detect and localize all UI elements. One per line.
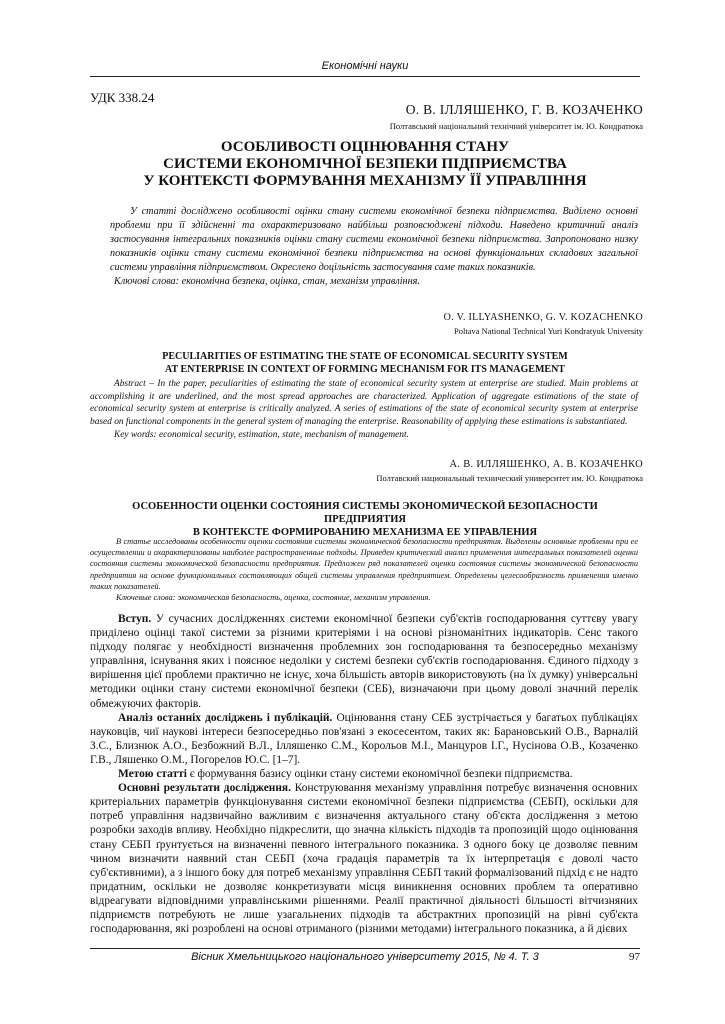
ua-title — [90, 139, 640, 190]
ua-affiliation: Полтавський національний технічний університет ім. Ю. Кондратюка — [389, 121, 643, 131]
intro-heading: Вступ. — [118, 613, 152, 625]
ru-keywords: Ключевые слова: экономическая безопасность, оценка, состояние, механизм управления. — [116, 593, 431, 603]
en-title — [90, 350, 640, 376]
ua-keywords: Ключові слова: економічна безпека, оцінка, стан, механізм управління. — [114, 276, 420, 287]
intro-paragraph — [90, 612, 638, 711]
ru-title-line: В КОНТЕКСТЕ ФОРМИРОВАНИЮ МЕХАНИЗМА ЕЕ УПРАВЛЕНИЯ — [192, 527, 538, 538]
literature-heading: Аналіз останніх досліджень і публікацій. — [118, 711, 333, 724]
en-abstract-text: Abstract – In the paper, peculiarities of estimating the state of economical security system at enterprise are studied. Main problems at accomplishing it are underlined, and the most spread approaches are characterized. Application of aggregate estimations of the state of economical security system at enterprise is critically analyzed. A series of estimations of the state of economical security system at enterprise based on functional components in the general system of managing the enterprise. Reasonability of applying these estimations is substantiated. — [90, 379, 638, 428]
en-title-line: AT ENTERPRISE IN CONTEXT OF FORMING MECHANISM FOR ITS MANAGEMENT — [165, 364, 565, 375]
ru-abstract — [90, 536, 638, 603]
en-affiliation: Poltava National Technical Yuri Kondratyuk University — [454, 326, 643, 336]
ua-abstract-text: У статті досліджено особливості оцінки стану системи економічної безпеки підприємства. Виділено основні проблеми при її здійсненні та охарактеризовано найбільш розповсюджені підходи. Наведено критичний аналіз застосування інтегральних показників оцінки стану системи економічної безпеки підприємства. Запропоновано низку показників оцінки стану системи економічної безпеки підприємства на основі функціональних складових загальної системи управління підприємством. Окреслено доцільність застосування саме таких показників. — [110, 206, 638, 273]
en-abstract — [90, 378, 638, 442]
ua-title-line: У КОНТЕКСТІ ФОРМУВАННЯ МЕХАНІЗМУ ЇЇ УПРАВЛІННЯ — [143, 173, 587, 189]
article-body — [90, 612, 638, 936]
intro-text: У сучасних дослідженнях системи економічної безпеки суб'єктів господарювання суттєву увагу приділено оцінці такої системи за різними критеріями і на основі різноманітних індикаторів. Сенс такого підходу полягає у необхідності визначення проблемних зон господарювання та безпосередньо механізму управління, існування яких і пояснює недоліки у системі безпеки суб'єктів господарювання. Єдиного підходу з вирішення цієї проблеми практично не існує, хоча більшість авторів використовують (на їх думку) універсальні методики оцінки стану системи економічної безпеки (СЕБ), визначаючи при цьому доволі значний перелік обмежуючих факторів. — [90, 613, 638, 710]
literature-text: Оцінювання стану СЕБ зустрічається у багатьох публікаціях науковців, чиї наукові інтереси безпосередньо пов'язані з екосесентом, таких як: Барановський О.В., Варналій З.С., Близнюк А.О., Безбожний В.Л., Ілляшенко С.М., Корольов М.І., Манцуров І.Г., Нусінова О.В., Козаченко Г.В., Ляшенко О.М., Погорелов Ю.С. [1–7]. — [90, 711, 638, 766]
aim-text: є формування базису оцінки стану системи економічної безпеки підприємства. — [186, 768, 573, 781]
ru-title — [90, 500, 640, 539]
ua-abstract — [110, 205, 638, 289]
literature-paragraph — [90, 711, 638, 767]
ru-authors: А. В. ИЛЛЯШЕНКО, А. В. КОЗАЧЕНКО — [449, 459, 643, 470]
results-paragraph — [90, 781, 638, 936]
udc-code: УДК 338.24 — [90, 90, 155, 105]
en-title-line: PECULIARITIES OF ESTIMATING THE STATE OF ECONOMICAL SECURITY SYSTEM — [162, 351, 568, 362]
header-rule — [90, 76, 640, 77]
results-heading: Основні результати дослідження. — [118, 782, 291, 795]
journal-footer: Вісник Хмельницького національного університету 2015, № 4. Т. 3 — [191, 951, 539, 963]
ua-title-line: ОСОБЛИВОСТІ ОЦІНЮВАННЯ СТАНУ — [220, 139, 510, 155]
running-head: Економічні науки — [321, 60, 409, 72]
footer-rule — [90, 948, 640, 949]
ua-authors: О. В. ІЛЛЯШЕНКО, Г. В. КОЗАЧЕНКО — [405, 102, 643, 117]
en-authors: O. V. ILLYASHENKO, G. V. KOZACHENKO — [443, 312, 643, 323]
ru-affiliation: Полтавский национальный технический университет им. Ю. Кондратюка — [376, 473, 643, 483]
ru-title-line: ОСОБЕННОСТИ ОЦЕНКИ СОСТОЯНИЯ СИСТЕМЫ ЭКОНОМИЧЕСКОЙ БЕЗОПАСНОСТИ ПРЕДПРИЯТИЯ — [132, 501, 598, 525]
ru-abstract-text: В статье исследованы особенности оценки состояния системы экономической безопасности предприятия. Выделены основные проблемы при ее осуществлении и охарактеризованы наиболее распространенные подходы. Приведен критический анализ применения интегральных показателей оценки состояния системы экономической безопасности предприятия. Предложен ряд показателей оценки состояния системы экономической безопасности предприятия на основе функциональных составляющих общей системы управления предприятием. Определены целесообразность применения именно таких показателей. — [90, 537, 638, 591]
ua-title-line: СИСТЕМИ ЕКОНОМІЧНОЇ БЕЗПЕКИ ПІДПРИЄМСТВА — [163, 156, 567, 172]
en-keywords: Key words: economical security, estimation, state, mechanism of management. — [114, 429, 409, 440]
aim-heading: Метою статті — [118, 768, 187, 781]
page-number: 97 — [629, 951, 640, 963]
aim-paragraph — [90, 767, 638, 781]
results-text: Конструювання механізму управління потребує визначення основних критеріальних параметрів функціонування системи економічної безпеки підприємства (СЕБП), оскільки для потреб управління надзвичайно важливим є визначення актуального стану об'єкта дослідження з метою розробки заходів впливу. Необхідно підкреслити, що значна кількість підходів та пропозицій щодо оцінювання стану СЕБП ґрунтується на визначенні певного інтегрального показника. З одного боку це дозволяє певним чином визначити наявний стан СЕБП (хоча градація параметрів та їх інтерпретація є доволі часто суб'єктивними), а з іншого боку для потреб механізму управління СЕБП такий формалізований підхід є не надто придатним, оскільки не дозволяє конкретизувати місця виникнення основних проблем та оперативно відреагувати відповідними управлінськими рішеннями. Реалії практичної діяльності більшості вітчизняних підприємств потребують не лише узагальнених підходів та абстрактних пропозицій на рівні суб'єкта господарювання, які розроблені на основі отриманого (різними методами) інтегрального показника, а й дієвих — [90, 782, 638, 936]
